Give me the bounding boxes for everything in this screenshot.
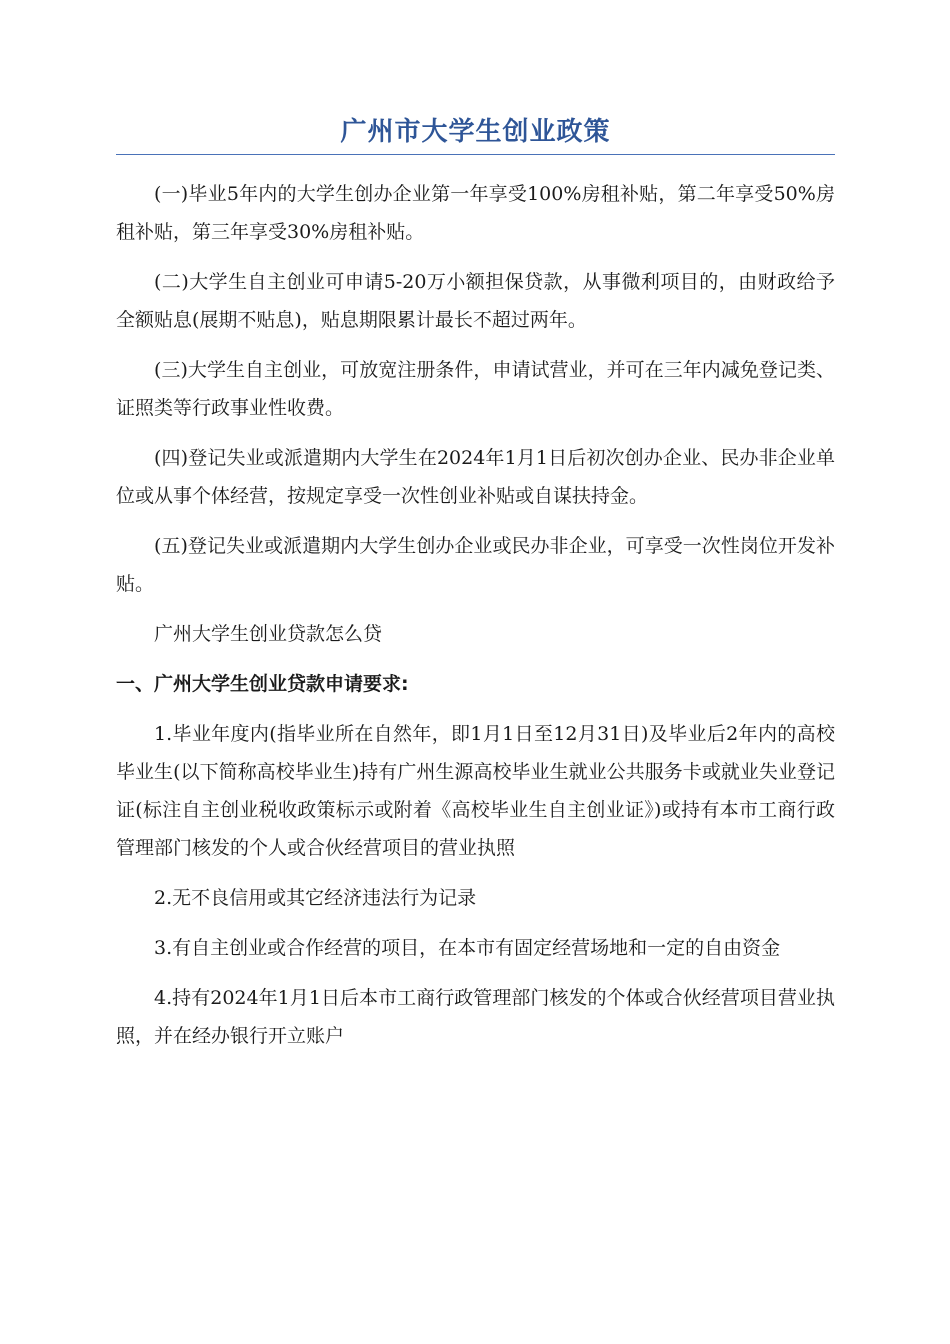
section-heading: 一、广州大学生创业贷款申请要求:	[116, 673, 409, 695]
policy-paragraph-4: (四)登记失业或派遣期内大学生在2024年1月1日后初次创办企业、民办非企业单位或从事个体经营，按规定享受一次性创业补贴或自谋扶持金。	[116, 447, 835, 507]
requirement-item-2: 2.无不良信用或其它经济违法行为记录	[154, 887, 477, 909]
title-underline	[116, 154, 835, 155]
policy-paragraph-2: (二)大学生自主创业可申请5-20万小额担保贷款，从事微利项目的，由财政给予全额贴息(展期不贴息)，贴息期限累计最长不超过两年。	[116, 271, 835, 331]
policy-paragraph-1: (一)毕业5年内的大学生创办企业第一年享受100%房租补贴，第二年享受50%房租补贴，第三年享受30%房租补贴。	[116, 183, 835, 243]
document-page	[116, 112, 835, 1067]
requirement-item-3: 3.有自主创业或合作经营的项目，在本市有固定经营场地和一定的自由资金	[154, 937, 781, 959]
policy-paragraph-3: (三)大学生自主创业，可放宽注册条件，申请试营业，并可在三年内减免登记类、证照类等行政事业性收费。	[116, 359, 835, 419]
requirement-item-1: 1.毕业年度内(指毕业所在自然年，即1月1日至12月31日)及毕业后2年内的高校毕业生(以下简称高校毕业生)持有广州生源高校毕业生就业公共服务卡或就业失业登记证(标注自主创业税收政策标示或附着《高校毕业生自主创业证》)或持有本市工商行政管理部门核发的个人或合伙经营项目的营业执照	[116, 723, 835, 859]
document-title: 广州市大学生创业政策	[340, 117, 611, 147]
requirement-item-4: 4.持有2024年1月1日后本市工商行政管理部门核发的个体或合伙经营项目营业执照，并在经办银行开立账户	[116, 987, 835, 1047]
policy-paragraph-5: (五)登记失业或派遣期内大学生创办企业或民办非企业，可享受一次性岗位开发补贴。	[116, 535, 835, 595]
loan-intro-line: 广州大学生创业贷款怎么贷	[154, 623, 383, 645]
